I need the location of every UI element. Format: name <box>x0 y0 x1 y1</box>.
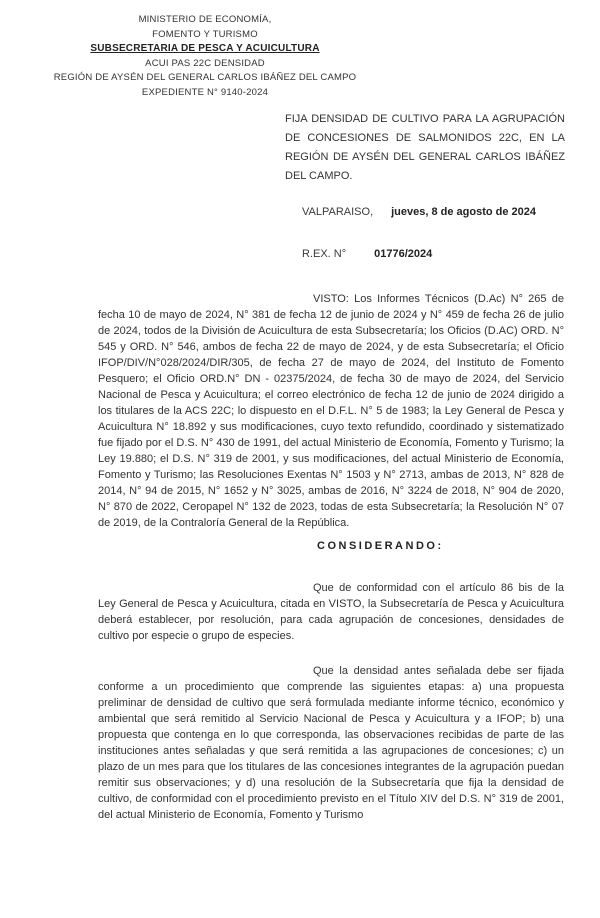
ministry-line-1: MINISTERIO DE ECONOMÍA, <box>138 14 272 25</box>
letterhead <box>48 13 362 100</box>
resolution-title: FIJA DENSIDAD DE CULTIVO PARA LA AGRUPACIÓN DE CONCESIONES DE SALMONIDOS 22C, EN LA REGIÓN DE AYSÉN DEL GENERAL CARLOS IBÁÑEZ DEL CAMPO. <box>285 113 565 182</box>
expediente-line: EXPEDIENTE N° 9140-2024 <box>141 86 269 98</box>
considerando-heading: CONSIDERANDO: <box>317 540 444 552</box>
city-label: VALPARAISO, <box>302 206 374 218</box>
considerando-paragraph-2: Que la densidad antes señalada debe ser fijada conforme a un procedimiento que comprende las siguientes etapas: a) una propuesta preliminar de densidad de cultivo que será formulada mediante informe técnico, económico y ambiental que será remitido al Servicio Nacional de Pesca y Acuicultura y a IFOP; b) una propuesta que contenga en lo que corresponda, las observaciones recibidas de parte de las instituciones antes señaladas y que será remitida a las agrupaciones de concesiones; c) un plazo de un mes para que los titulares de las concesiones integrantes de la agrupación puedan remitir sus observaciones; y d) una resolución de la Subsecretaría que fija la densidad de cultivo, de conformidad con el procedimiento previsto en el Título XIV del D.S. N° 319 de 2001, del actual Ministerio de Economía, Fomento y Turismo <box>98 665 564 821</box>
date-value: jueves, 8 de agosto de 2024 <box>391 206 537 218</box>
ministry-line-2: FOMENTO Y TURISMO <box>152 28 258 40</box>
rex-label: R.EX. N° <box>302 248 347 260</box>
resolution-number-line <box>302 248 432 260</box>
rex-number: 01776/2024 <box>374 248 433 260</box>
dateline <box>302 206 536 218</box>
considerando-paragraph-1: Que de conformidad con el artículo 86 bis de la Ley General de Pesca y Acuicultura, citada en VISTO, la Subsecretaría de Pesca y Acuicultura deberá establecer, por resolución, para cada agrupación de concesiones, densidades de cultivo por especie o grupo de especies. <box>98 582 564 642</box>
region-line: REGIÓN DE AYSÉN DEL GENERAL CARLOS IBÁÑEZ DEL CAMPO <box>53 72 357 83</box>
visto-paragraph: VISTO: Los Informes Técnicos (D.Ac) N° 265 de fecha 10 de mayo de 2024, N° 381 de fecha 12 de junio de 2024 y N° 459 de fecha 26 de julio de 2024, todos de la División de Acuicultura de esta Subsecretaría; los Oficios (D.AC) ORD. N° 545 y ORD. N° 546, ambos de fecha 22 de mayo de 2024, y de esta Subsecretaría; el Oficio IFOP/DIV/N°028/2024/DIR/305, de fecha 27 de mayo de 2024, del Instituto de Fomento Pesquero; el Oficio ORD.N° DN - 02375/2024, de fecha 30 de mayo de 2024, del Servicio Nacional de Pesca y Acuicultura; el correo electrónico de fecha 12 de junio de 2024 dirigido a los titulares de la ACS 22C; lo dispuesto en el D.F.L. N° 5 de 1983; la Ley General de Pesca y Acuicultura N° 18.892 y sus modificaciones, cuyo texto refundido, coordinado y sistematizado fue fijado por el D.S. N° 430 de 1991, del actual Ministerio de Economía, Fomento y Turismo; la Ley 19.880; el D.S. N° 319 de 2001, y sus modificaciones, del actual Ministerio de Economía, Fomento y Turismo; las Resoluciones Exentas N° 1503 y N° 2713, ambas de 2013, N° 828 de 2014, N° 94 de 2015, N° 1652 y N° 3025, ambas de 2016, N° 3224 de 2018, N° 904 de 2020, N° 870 de 2022, Ceropapel N° 132 de 2023, todas de esta Subsecretaría; la Resolución N° 07 de 2019, de la Contraloría General de la República. <box>98 293 564 529</box>
file-reference-line: ACUI PAS 22C DENSIDAD <box>145 57 265 69</box>
subsecretaria-line: SUBSECRETARIA DE PESCA Y ACUICULTURA <box>90 43 320 54</box>
